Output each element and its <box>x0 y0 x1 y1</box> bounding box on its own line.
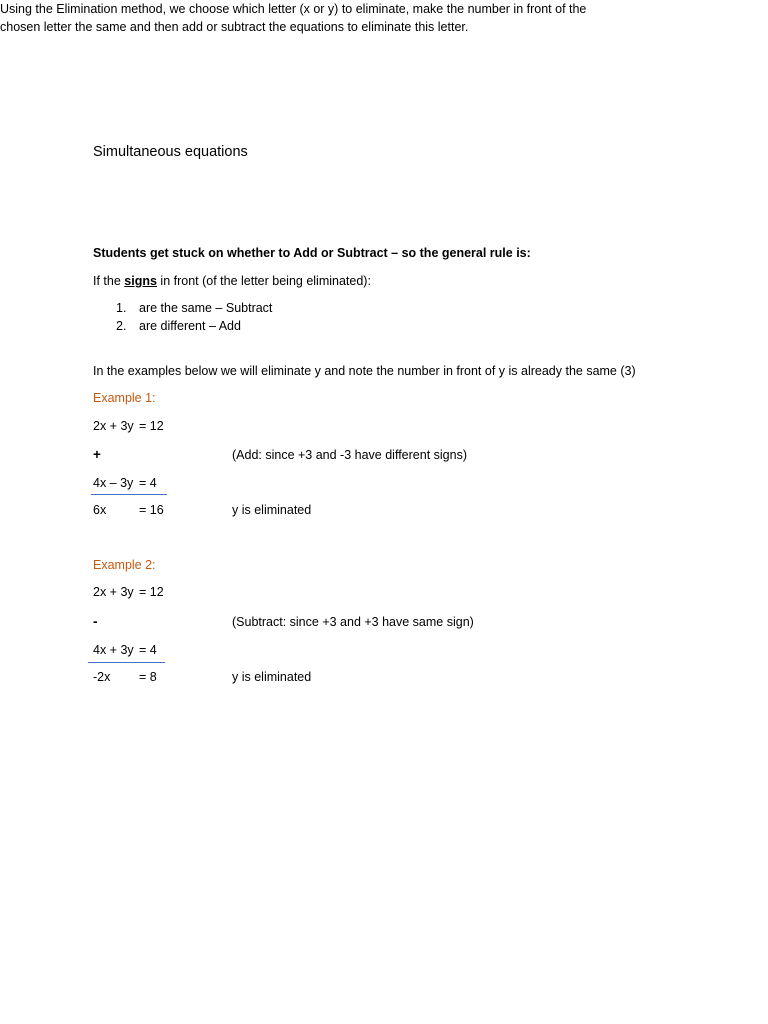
example-1-note: (Add: since +3 and -3 have different signs) <box>232 448 467 462</box>
signs-line-suffix: in front (of the letter being eliminated): <box>156 274 371 288</box>
example-1-result-left: 6x <box>93 503 107 517</box>
rule-item-text: are different – Add <box>139 319 241 333</box>
rule-item-2 <box>116 317 241 335</box>
example-2-result-right: = 8 <box>139 670 157 684</box>
rule-heading: Students get stuck on whether to Add or Subtract – so the general rule is: <box>93 246 531 260</box>
example-2-equation-1: 2x + 3y <box>93 585 134 599</box>
example-2-equation-1-right: = 12 <box>139 585 164 599</box>
rule-item-number: 2. <box>116 319 127 333</box>
signs-line <box>93 272 371 290</box>
example-1-equation-2-right: = 4 <box>139 476 157 490</box>
example-1-label: Example 1: <box>93 391 156 405</box>
example-1-equation-1 <box>93 417 134 435</box>
example-2-label: Example 2: <box>93 558 156 572</box>
signs-emphasis: signs <box>124 274 157 288</box>
example-2-equation-2-right: = 4 <box>139 643 157 657</box>
example-2-note: (Subtract: since +3 and +3 have same sign) <box>232 615 474 629</box>
example-1-equation-2: 4x – 3y <box>93 476 134 490</box>
intro-paragraph: Using the Elimination method, we choose which letter (x or y) to eliminate, make the number in front of the chosen letter the same and then add or subtract the equations to eliminate this letter. <box>0 2 587 34</box>
examples-intro: In the examples below we will eliminate y and note the number in front of y is already the same (3) <box>93 364 636 378</box>
rule-item-number: 1. <box>116 301 127 315</box>
example-2-result-left: -2x <box>93 670 111 684</box>
example-1-operator: + <box>93 447 101 462</box>
rule-item-1 <box>116 299 272 317</box>
example-1-result-note: y is eliminated <box>232 503 312 517</box>
equation-left: 2x + 3y <box>93 419 134 433</box>
page-title: Simultaneous equations <box>93 144 248 160</box>
example-2-sum-line <box>88 662 165 663</box>
example-2-operator: - <box>93 614 98 629</box>
signs-line-prefix: If the <box>93 274 125 288</box>
example-1-result-right: = 16 <box>139 503 164 517</box>
example-2-result-note: y is eliminated <box>232 670 312 684</box>
rule-item-text: are the same – Subtract <box>139 301 273 315</box>
example-1-sum-line <box>91 494 167 495</box>
example-2-equation-2: 4x + 3y <box>93 643 134 657</box>
example-1-equation-1-right: = 12 <box>139 419 164 433</box>
